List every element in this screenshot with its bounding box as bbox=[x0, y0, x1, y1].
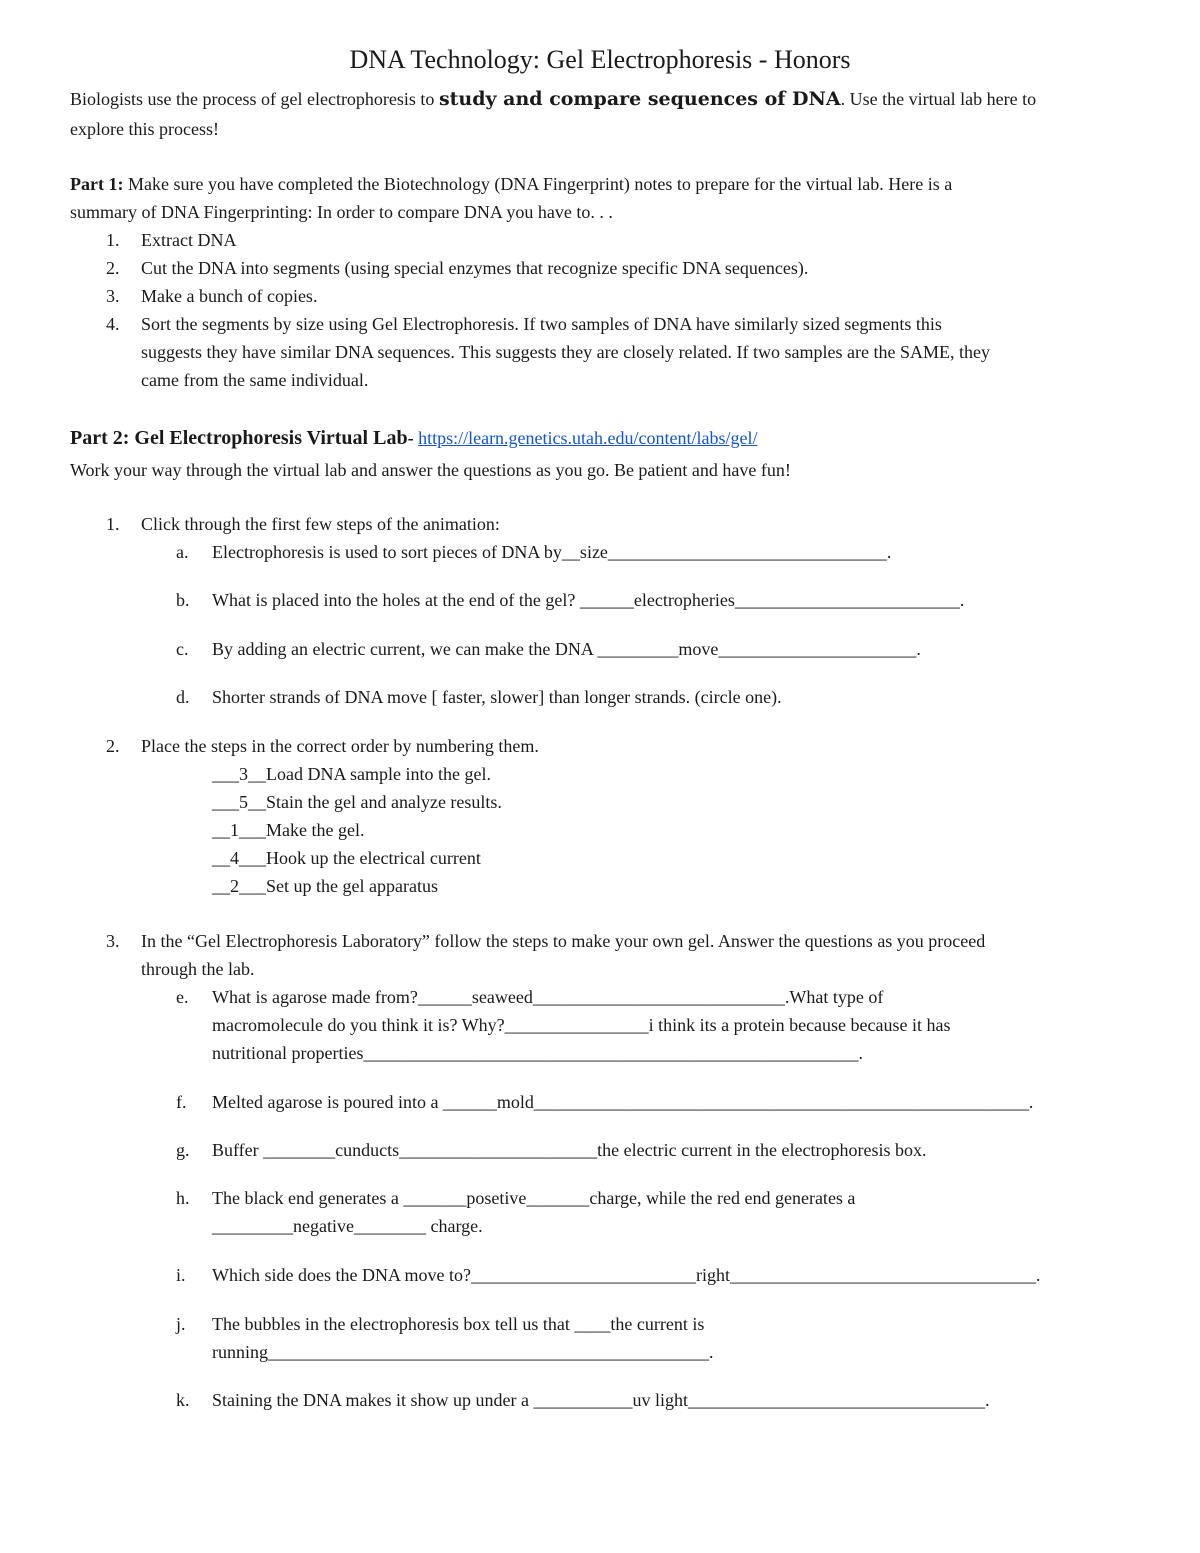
part2-label: Part 2: Gel Electrophoresis Virtual Lab bbox=[70, 427, 408, 449]
order-step[interactable]: ___5__Stain the gel and analyze results. bbox=[212, 792, 502, 812]
order-step[interactable]: __2___Set up the gel apparatus bbox=[212, 876, 438, 896]
question-text: In the “Gel Electrophoresis Laboratory” follow the steps to make your own gel. Answer the questions as you proceed bbox=[141, 931, 986, 951]
order-step[interactable]: __1___Make the gel. bbox=[212, 820, 365, 840]
step-num: 2. bbox=[106, 258, 120, 278]
question-text: Click through the first few steps of the animation: bbox=[141, 514, 500, 534]
subq-letter: f. bbox=[176, 1092, 187, 1112]
question-num: 1. bbox=[106, 514, 120, 534]
answer-field[interactable]: What is agarose made from?______seaweed____________________________.What type of bbox=[212, 987, 884, 1007]
question-num: 2. bbox=[106, 736, 120, 756]
step-text-cont: suggests they have similar DNA sequences. This suggests they are closely related. If two samples are the SAME, they bbox=[141, 342, 990, 362]
order-step[interactable]: __4___Hook up the electrical current bbox=[212, 848, 481, 868]
answer-field[interactable]: running_________________________________________________. bbox=[212, 1342, 714, 1362]
subq-letter: h. bbox=[176, 1188, 190, 1208]
subq-letter: e. bbox=[176, 987, 189, 1007]
answer-field[interactable]: Melted agarose is poured into a ______mold_______________________________________________________. bbox=[212, 1092, 1034, 1112]
part1-label: Part 1: bbox=[70, 174, 124, 194]
step-text-cont: came from the same individual. bbox=[141, 370, 369, 390]
virtual-lab-link[interactable]: https://learn.genetics.utah.edu/content/labs/gel/ bbox=[418, 428, 758, 448]
question-num: 3. bbox=[106, 931, 120, 951]
subq-letter: j. bbox=[176, 1314, 186, 1334]
subq-letter: b. bbox=[176, 590, 190, 610]
subq-letter: k. bbox=[176, 1390, 190, 1410]
answer-field[interactable]: Which side does the DNA move to?_________________________right__________________________________. bbox=[212, 1265, 1041, 1285]
step-num: 1. bbox=[106, 230, 120, 250]
answer-field[interactable]: Staining the DNA makes it show up under a ___________uv light_________________________________. bbox=[212, 1390, 990, 1410]
answer-field[interactable]: What is placed into the holes at the end of the gel? ______electropheries_________________________. bbox=[212, 590, 965, 610]
answer-field[interactable]: Shorter strands of DNA move [ faster, slower] than longer strands. (circle one). bbox=[212, 687, 782, 707]
part2-heading bbox=[70, 426, 758, 450]
page-title: DNA Technology: Gel Electrophoresis - Honors bbox=[349, 45, 851, 74]
subq-letter: g. bbox=[176, 1140, 190, 1160]
step-num: 4. bbox=[106, 314, 120, 334]
answer-field[interactable]: The black end generates a _______posetive_______charge, while the red end generates a bbox=[212, 1188, 856, 1208]
order-step[interactable]: ___3__Load DNA sample into the gel. bbox=[212, 764, 491, 784]
answer-field[interactable]: _________negative________ charge. bbox=[212, 1216, 483, 1236]
step-text: Sort the segments by size using Gel Electrophoresis. If two samples of DNA have similarly sized segments this bbox=[141, 314, 942, 334]
subq-letter: i. bbox=[176, 1265, 186, 1285]
part1-text: Make sure you have completed the Biotechnology (DNA Fingerprint) notes to prepare for the virtual lab. Here is a bbox=[123, 174, 953, 194]
answer-field[interactable]: Buffer ________cunducts______________________the electric current in the electrophoresis box. bbox=[212, 1140, 927, 1160]
part1-line-1 bbox=[70, 174, 952, 196]
intro-line-1 bbox=[70, 88, 1036, 111]
intro-text-end: . Use the virtual lab here to bbox=[840, 89, 1037, 109]
step-text: Extract DNA bbox=[141, 230, 237, 250]
intro-emphasis: study and compare sequences of DNA bbox=[438, 88, 841, 110]
answer-field[interactable]: nutritional properties_______________________________________________________. bbox=[212, 1043, 863, 1063]
step-text: Make a bunch of copies. bbox=[141, 286, 318, 306]
answer-field[interactable]: The bubbles in the electrophoresis box tell us that ____the current is bbox=[212, 1314, 705, 1334]
question-text: Place the steps in the correct order by numbering them. bbox=[141, 736, 539, 756]
answer-field[interactable]: Electrophoresis is used to sort pieces of DNA by__size_______________________________. bbox=[212, 542, 892, 562]
answer-field[interactable]: By adding an electric current, we can make the DNA _________move______________________. bbox=[212, 639, 921, 659]
answer-field[interactable]: macromolecule do you think it is? Why?________________i think its a protein because because it has bbox=[212, 1015, 951, 1035]
part1-line-2: summary of DNA Fingerprinting: In order to compare DNA you have to. . . bbox=[70, 202, 613, 222]
subq-letter: d. bbox=[176, 687, 190, 707]
subq-letter: a. bbox=[176, 542, 189, 562]
intro-text: Biologists use the process of gel electrophoresis to bbox=[70, 89, 439, 109]
part2-dash: - bbox=[407, 428, 419, 448]
intro-line-2: explore this process! bbox=[70, 119, 219, 139]
question-text-cont: through the lab. bbox=[141, 959, 255, 979]
subq-letter: c. bbox=[176, 639, 189, 659]
step-text: Cut the DNA into segments (using special enzymes that recognize specific DNA sequences). bbox=[141, 258, 809, 278]
part2-instructions: Work your way through the virtual lab and answer the questions as you go. Be patient and have fun! bbox=[70, 460, 791, 480]
step-num: 3. bbox=[106, 286, 120, 306]
